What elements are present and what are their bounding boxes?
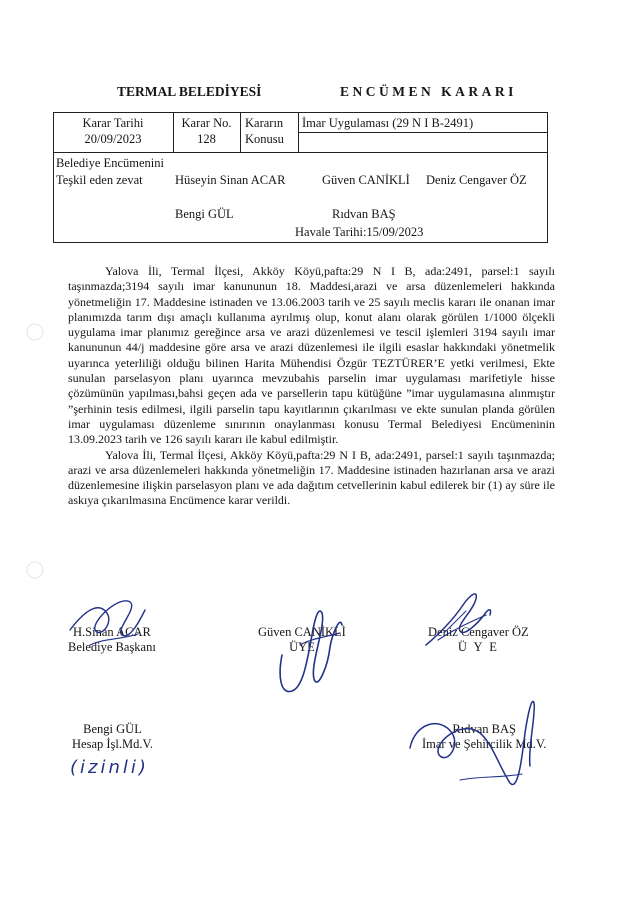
decision-line: kütüğüne ”imar uygulamasına alınmıştır ”şerhinin tesis edilmesi, ilgili parselin tapu [68, 386, 556, 416]
decision-line: Yalova İli, Termal İlçesi, Akköy Köyü,pafta:29 N I B, ada:2491, parsel:1 sayılı [105, 447, 494, 462]
committee-member: Bengi GÜL [175, 207, 234, 221]
referral-date: Havale Tarihi:15/09/2023 [295, 225, 424, 239]
subject-label-2: Konusu [245, 132, 284, 146]
decision-paragraph [68, 448, 555, 509]
signer-title: ÜYE [289, 640, 315, 654]
handwritten-signature [270, 595, 350, 705]
committee-member: Hüseyin Sinan ACAR [175, 173, 286, 187]
subject-label: Kararın [245, 116, 284, 130]
committee-member: Rıdvan BAŞ [332, 207, 396, 221]
committee-label: Belediye Encümenini [56, 156, 164, 170]
signer-name: Güven CANİKLİ [258, 625, 346, 639]
committee-member: Deniz Cengaver ÖZ [426, 173, 527, 187]
decision-date-value: 20/09/2023 [84, 132, 142, 146]
signer-title: Hesap İşl.Md.V. [72, 737, 154, 751]
decision-line: taşınmazda; arazi ve arsa düzenlemeleri hakkında yönetmeliğin 17. Maddesine [68, 447, 555, 477]
institution-title: TERMAL BELEDİYESİ [117, 84, 262, 99]
decision-line: istinaden hazırlanan arsa ve arazi düzenlemesine ilişkin parselasyon planı ve ada dağıtım [68, 462, 556, 493]
committee-member: Güven CANİKLİ [322, 173, 410, 187]
decision-paragraph [68, 264, 555, 448]
signer-title: Belediye Başkanı [68, 640, 156, 654]
decision-number-label: Karar No. [181, 116, 232, 130]
decision-line: cetvellerinin kabul edilerek bir (1) ay süre ile askıya çıkarılmasına Encümence karar verildi. [68, 478, 556, 508]
decision-info-table [53, 112, 548, 243]
subject-value: İmar Uygulaması (29 N I B-2491) [302, 116, 474, 130]
decision-body [68, 264, 555, 509]
committee-label-2: Teşkil eden zevat [56, 173, 143, 187]
decision-line: Yalova İli, Termal İlçesi, Akköy Köyü,pafta:29 N I B, ada:2491, parsel:1 sayılı [105, 264, 555, 278]
decision-number-value: 128 [197, 132, 216, 146]
decision-line: kabul edilmiştir. [260, 432, 339, 447]
handwritten-signature [418, 585, 498, 655]
decision-line: görülen 1/1000 ölçekli uygulama imar planımız gereğince arsa ve arazi düzenlemesi ve tescil [68, 309, 555, 340]
decision-line: TEZTÜRER’E yetki verilmesi, Ekte sunulan parselasyon planı uyarınca mevzubahis parselin [68, 355, 555, 386]
signer-name: Rıdvan BAŞ [452, 722, 516, 736]
document-type-title: ENCÜMEN KARARI [340, 84, 517, 99]
decision-line: esaslar hakkındaki yönetmelik uyarınca yeterliliği olduğu bilinen Harita Mühendisi Özgür [68, 340, 555, 370]
handwritten-signature [60, 590, 150, 650]
decision-line: onaylanması konusu Termal Belediyesi Encümeninin 13.09.2023 tarih ve 126 sayılı kararı ile [68, 416, 555, 447]
decision-line: kayıtlarının çıkarılması ve ekte sunulan planda görülen imar uygulaması düzenleme sınırının [68, 401, 556, 431]
decision-line: işlemleri 3194 sayılı imar kanununun 44/j maddesine göre arsa ve arazi düzenlemesi ile ilgili [68, 325, 556, 355]
decision-date-label: Karar Tarihi [82, 116, 144, 130]
signer-title: İmar ve Şehircilik Md.V. [422, 737, 547, 751]
signer-name: Deniz Cengaver ÖZ [428, 625, 529, 639]
signature-block-gul [72, 722, 153, 752]
decision-line: imar uygulaması marifetiyle hisse çözümünün yapılması,bahsi geçen ada ve parsellerin tapu [68, 371, 555, 401]
decision-line: taşınmazda;3194 sayılı imar kanununun 18. Maddesi,arazi ve arsa düzenlemeleri hakkında [68, 279, 555, 294]
signer-name: H.Sinan ACAR [73, 625, 151, 639]
punch-hole-marks [20, 320, 50, 580]
handwritten-note-izinli: (izinli) [70, 757, 149, 778]
decision-line: yönetmeliğin 17. Maddesine istinaden ve 13.06.2003 tarih ve 25 sayılı meclis kararı [68, 294, 477, 309]
decision-line: ile onanan imar planımızda tarım dışı amaçlı kullanıma ayrılmış olup, konut alanı olarak [68, 294, 555, 324]
signer-name: Bengi GÜL [83, 722, 142, 736]
signer-title: Ü Y E [457, 640, 499, 654]
handwritten-signature [400, 688, 550, 798]
